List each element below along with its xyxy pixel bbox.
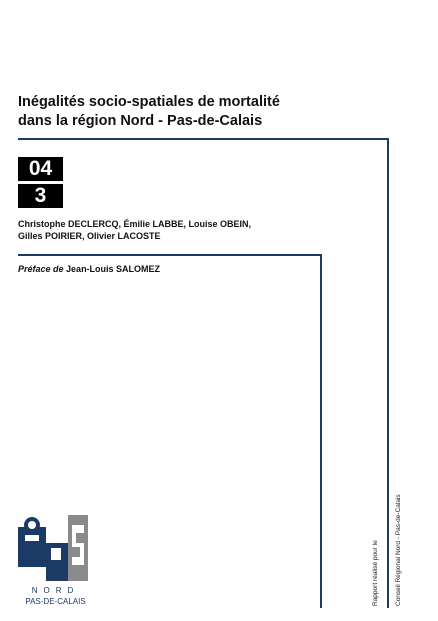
document-title bbox=[18, 93, 348, 131]
preface bbox=[18, 264, 160, 274]
frame-line-inner-right bbox=[320, 254, 322, 608]
authors-line-1: Christophe DECLERCQ, Émilie LABBE, Louise OBEIN, bbox=[18, 219, 252, 229]
logo-line-1: NORD bbox=[31, 586, 80, 595]
preface-label: Préface de bbox=[18, 264, 64, 274]
series-number-bottom: 3 bbox=[18, 184, 63, 208]
title-line-1: Inégalités socio-spatiales de mortalité bbox=[18, 94, 280, 110]
logo-line-2: PAS-DE-CALAIS bbox=[25, 597, 86, 606]
authors-line-2: Gilles POIRIER, Olivier LACOSTE bbox=[18, 231, 161, 241]
side-text-report: Rapport réalisé pour le bbox=[372, 540, 379, 606]
ors-logo bbox=[18, 515, 93, 610]
frame-line-right bbox=[387, 138, 389, 608]
series-number-top: 04 bbox=[18, 157, 63, 181]
side-text-council: Conseil Régional Nord - Pas-de-Calais bbox=[395, 494, 402, 606]
frame-line-middle bbox=[18, 254, 321, 256]
frame-line-top bbox=[18, 138, 388, 140]
preface-name: Jean-Louis SALOMEZ bbox=[66, 264, 161, 274]
title-line-2: dans la région Nord - Pas-de-Calais bbox=[18, 113, 263, 129]
authors bbox=[18, 218, 318, 242]
